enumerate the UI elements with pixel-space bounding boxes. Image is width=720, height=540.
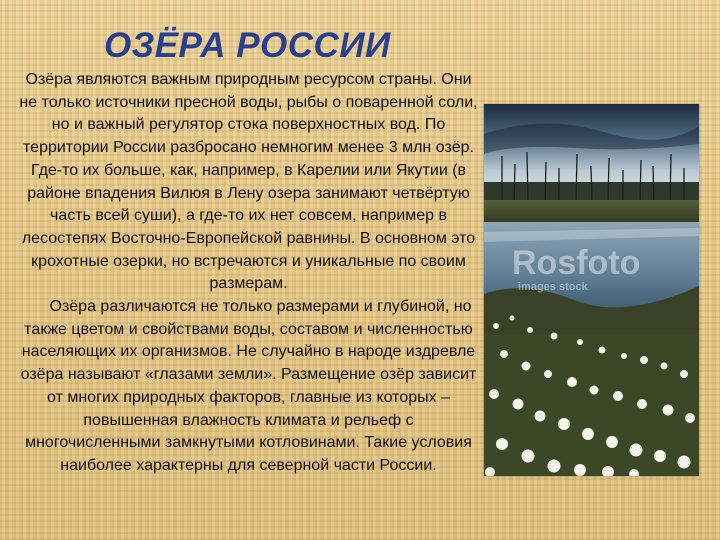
watermark-sub: images stock xyxy=(518,281,588,293)
body-text xyxy=(16,69,481,478)
paragraph-1: Озёра являются важным природным ресурсом страны. Они не только источники пресной воды, рыбы о поваренной соли, но и важный регулятор стока поверхностных вод. По территории России разбросано немногим менее 3 млн озёр. Где-то их больше, как, например, в Карелии или Якутии (в районе впадения Вилюя в Лену озера занимают четвёртую часть всей суши), а где-то их нет совсем, например в лесостепях Восточно-Европейской равнины. В основном это крохотные озерки, но встречаются и уникальные по своим размерам. xyxy=(19,71,478,293)
paragraph-2 xyxy=(16,296,481,478)
watermark-main: Rosfoto xyxy=(512,244,641,282)
paragraph-2-text: Озёра различаются не только размерами и глубиной, но также цветом и свойствами воды, составом и численностью населяющих их организмов. Не случайно в народе издревле озёра называют «глазами земли». Размещение озёр зависит от многих природных факторов, главные из которых – повышенная влажность климата и рельеф с многочисленными замкнутыми котловинами. Такие условия наиболее характерны для северной части России. xyxy=(20,298,477,474)
slide-title: ОЗЁРА РОССИИ xyxy=(104,26,391,65)
lake-photo xyxy=(484,104,699,476)
